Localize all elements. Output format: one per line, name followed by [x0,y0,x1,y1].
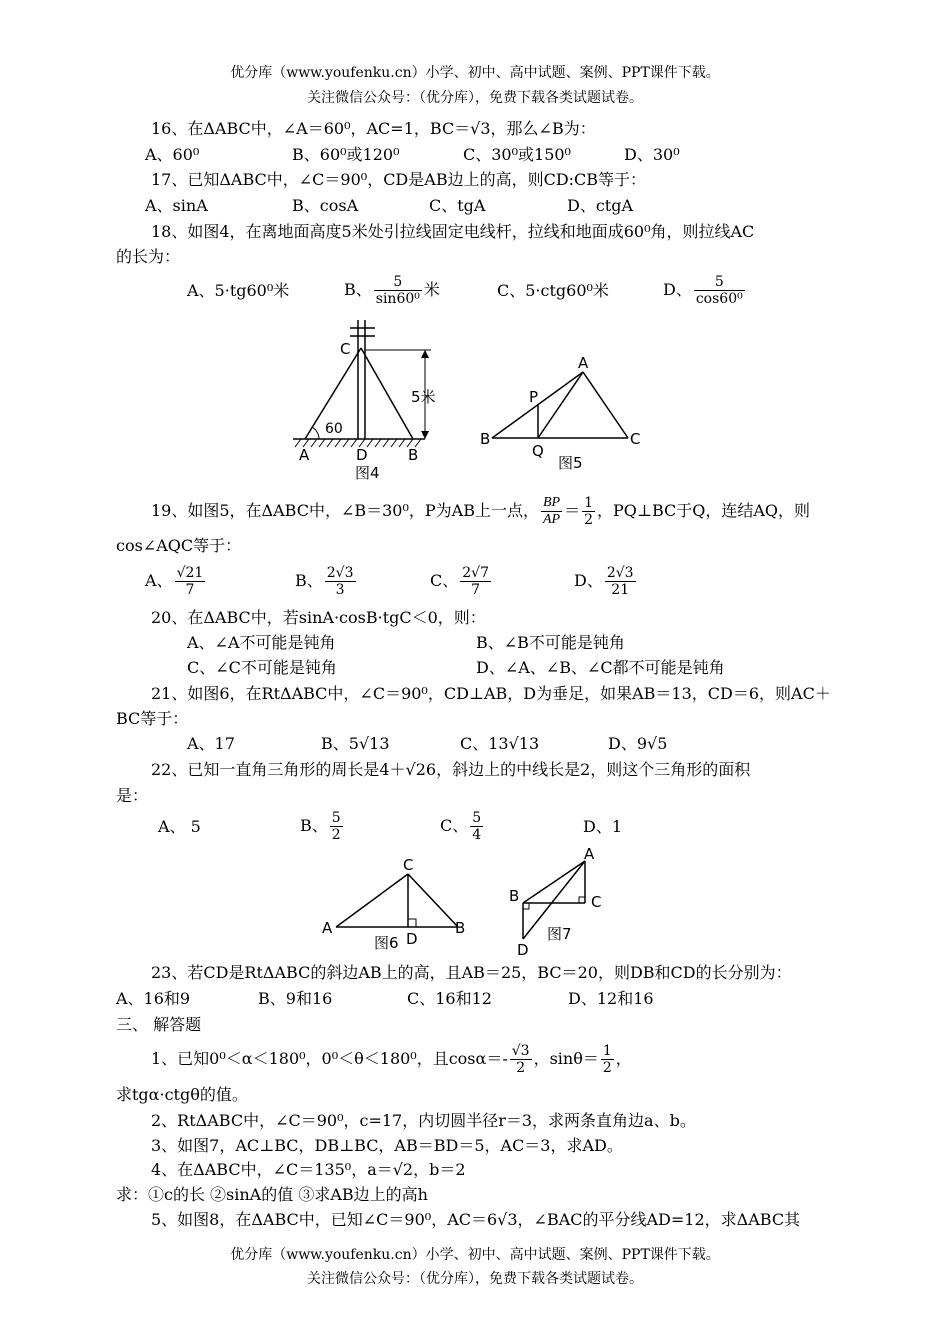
section-3-title: 三、 解答题 [116,1015,202,1034]
q23-option-a: A、16和9 [116,989,191,1008]
fig6-label-a: A [322,919,333,937]
q23-option-d: D、12和16 [568,989,654,1008]
q22-option-d: D、1 [583,817,623,836]
fig5-label-a: A [578,354,589,372]
q20-option-c: C、∠C不可能是钝角 [187,658,337,677]
figure-6 [318,852,473,952]
fig4-caption: 图4 [355,464,380,482]
q21-option-b: B、5√13 [321,734,390,753]
fig4-label-height: 5米 [411,388,436,406]
fig4-label-angle: 60 [325,421,343,437]
q18-option-d: D、 $\frac{5}{\text{cos60⁰}}$ [663,274,743,307]
fig6-label-b: B [455,919,466,937]
fig5-label-c: C [630,430,641,448]
fig7-label-d: D [517,941,529,959]
q22-stem-2: 是： [116,786,149,805]
q21-stem-1: 21、如图6，在RtΔABC中，∠C＝90⁰，CD⊥AB，D为垂足，如果AB＝13，CD＝6，则AC＋ [151,684,831,703]
fig6-caption: 图6 [374,934,399,952]
header-line-1: 优分库（www.youfenku.cn）小学、初中、高中试题、案例、PPT课件下载。 [230,65,720,81]
q16-stem: 16、在ΔABC中，∠A＝60⁰，AC=1，BC＝√3，那么∠B为： [151,119,596,138]
figure-5 [478,350,648,474]
q20-stem: 20、在ΔABC中，若sinA·cosB·tgC＜0，则： [151,608,486,627]
q23-stem: 23、若CD是RtΔABC的斜边AB上的高，且AB＝25，BC＝20，则DB和CD的长分别为： [151,963,792,982]
q22-option-c: C、 $\frac{5}{4}$ [440,810,482,843]
q17-option-b: B、cosA [292,196,359,215]
p4-stem: 4、在ΔABC中，∠C＝135⁰，a＝√2，b＝2 [151,1160,466,1179]
fig7-label-c: C [591,893,602,911]
q21-option-a: A、17 [187,734,235,753]
q20-option-a: A、∠A不可能是钝角 [187,633,336,652]
fig4-label-c: C [340,340,351,358]
q23-option-c: C、16和12 [407,989,492,1008]
p1-stem: 1、已知0⁰＜α＜180⁰，0⁰＜θ＜180⁰，且cosα＝- $\frac{√3}{2}$ ，sinθ＝ $\frac{1}{2}$ ， [151,1043,632,1076]
footer-line-1: 优分库（www.youfenku.cn）小学、初中、高中试题、案例、PPT课件下载。 [230,1247,720,1263]
fig5-label-p: P [529,388,539,406]
q16-option-c: C、30⁰或150⁰ [463,145,571,164]
q19-option-b: B、 $\frac{2√3}{3}$ [295,565,354,598]
q17-stem: 17、已知ΔABC中，∠C＝90⁰，CD是AB边上的高，则CD:CB等于： [151,170,647,189]
fig4-label-b: B [408,446,419,464]
q18-option-a: A、5·tg60⁰米 [187,281,290,300]
q17-option-c: C、tgA [429,196,486,215]
fig6-label-d: D [406,930,418,948]
footer-line-2: 关注微信公众号：（优分库），免费下载各类试题试卷。 [307,1271,643,1287]
q19-option-a: A、 $\frac{√21}{7}$ [145,565,204,598]
figure-7 [505,845,610,960]
q18-stem-1: 18、如图4，在离地面高度5米处引拉线固定电线杆，拉线和地面成60⁰角，则拉线AC [151,222,755,241]
header-line-2: 关注微信公众号：（优分库），免费下载各类试题试卷。 [307,90,643,106]
q20-option-b: B、∠B不可能是钝角 [476,633,625,652]
q21-option-d: D、9√5 [608,734,668,753]
q19-stem: 19、如图5，在ΔABC中，∠B＝30⁰，P为AB上一点， $\frac{BP}{AP}$ ＝ $\frac{1}{2}$ ，PQ⊥BC于Q，连结AQ，则 [151,495,811,528]
p5: 5、如图8，在ΔABC中，已知∠C＝90⁰，AC＝6√3，∠BAC的平分线AD=12，求ΔABC其 [151,1210,801,1229]
q18-stem-2: 的长为： [116,247,181,266]
q17-option-a: A、sinA [145,196,208,215]
q22-stem-1: 22、已知一直角三角形的周长是4＋√26，斜边上的中线长是2，则这个三角形的面积 [151,760,751,779]
fig4-label-a: A [299,446,310,464]
q19-stem-2: cos∠AQC等于： [116,536,242,555]
figure-4 [285,312,460,484]
q17-option-d: D、ctgA [567,196,634,215]
q18-option-b: B、 $\frac{5}{\text{sin60⁰}}$ 米 [344,274,440,307]
q20-option-d: D、∠A、∠B、∠C都不可能是钝角 [476,658,725,677]
q19-option-c: C、 $\frac{2√7}{7}$ [430,565,489,598]
q23-option-b: B、9和16 [258,989,333,1008]
q16-option-b: B、60⁰或120⁰ [292,145,400,164]
q19-option-d: D、 $\frac{2√3}{21}$ [574,565,634,598]
fig7-label-b: B [509,887,520,905]
q18-option-c: C、5·ctg60⁰米 [497,281,609,300]
fig7-caption: 图7 [547,925,572,943]
q21-option-c: C、13√13 [460,734,540,753]
p1-line-2: 求tgα·ctgθ的值。 [116,1085,248,1104]
p3: 3、如图7，AC⊥BC，DB⊥BC，AB＝BD＝5，AC＝3，求AD。 [151,1136,623,1155]
fig5-caption: 图5 [558,454,583,472]
p4-ask: 求：①c的长 ②sinA的值 ③求AB边上的高h [116,1185,428,1204]
fig5-label-b: B [480,430,491,448]
q21-stem-2: BC等于： [116,709,189,728]
fig5-label-q: Q [532,442,544,460]
q16-option-a: A、60⁰ [145,145,200,164]
q22-option-a: A、 5 [158,817,201,836]
fig7-label-a: A [584,845,595,863]
p2: 2、RtΔABC中，∠C＝90⁰，c=17，内切圆半径r＝3，求两条直角边a、b。 [151,1111,696,1130]
q22-option-b: B、 $\frac{5}{2}$ [300,810,341,843]
fig6-label-c: C [403,856,414,874]
fig4-label-d: D [356,446,368,464]
q16-option-d: D、30⁰ [624,145,680,164]
